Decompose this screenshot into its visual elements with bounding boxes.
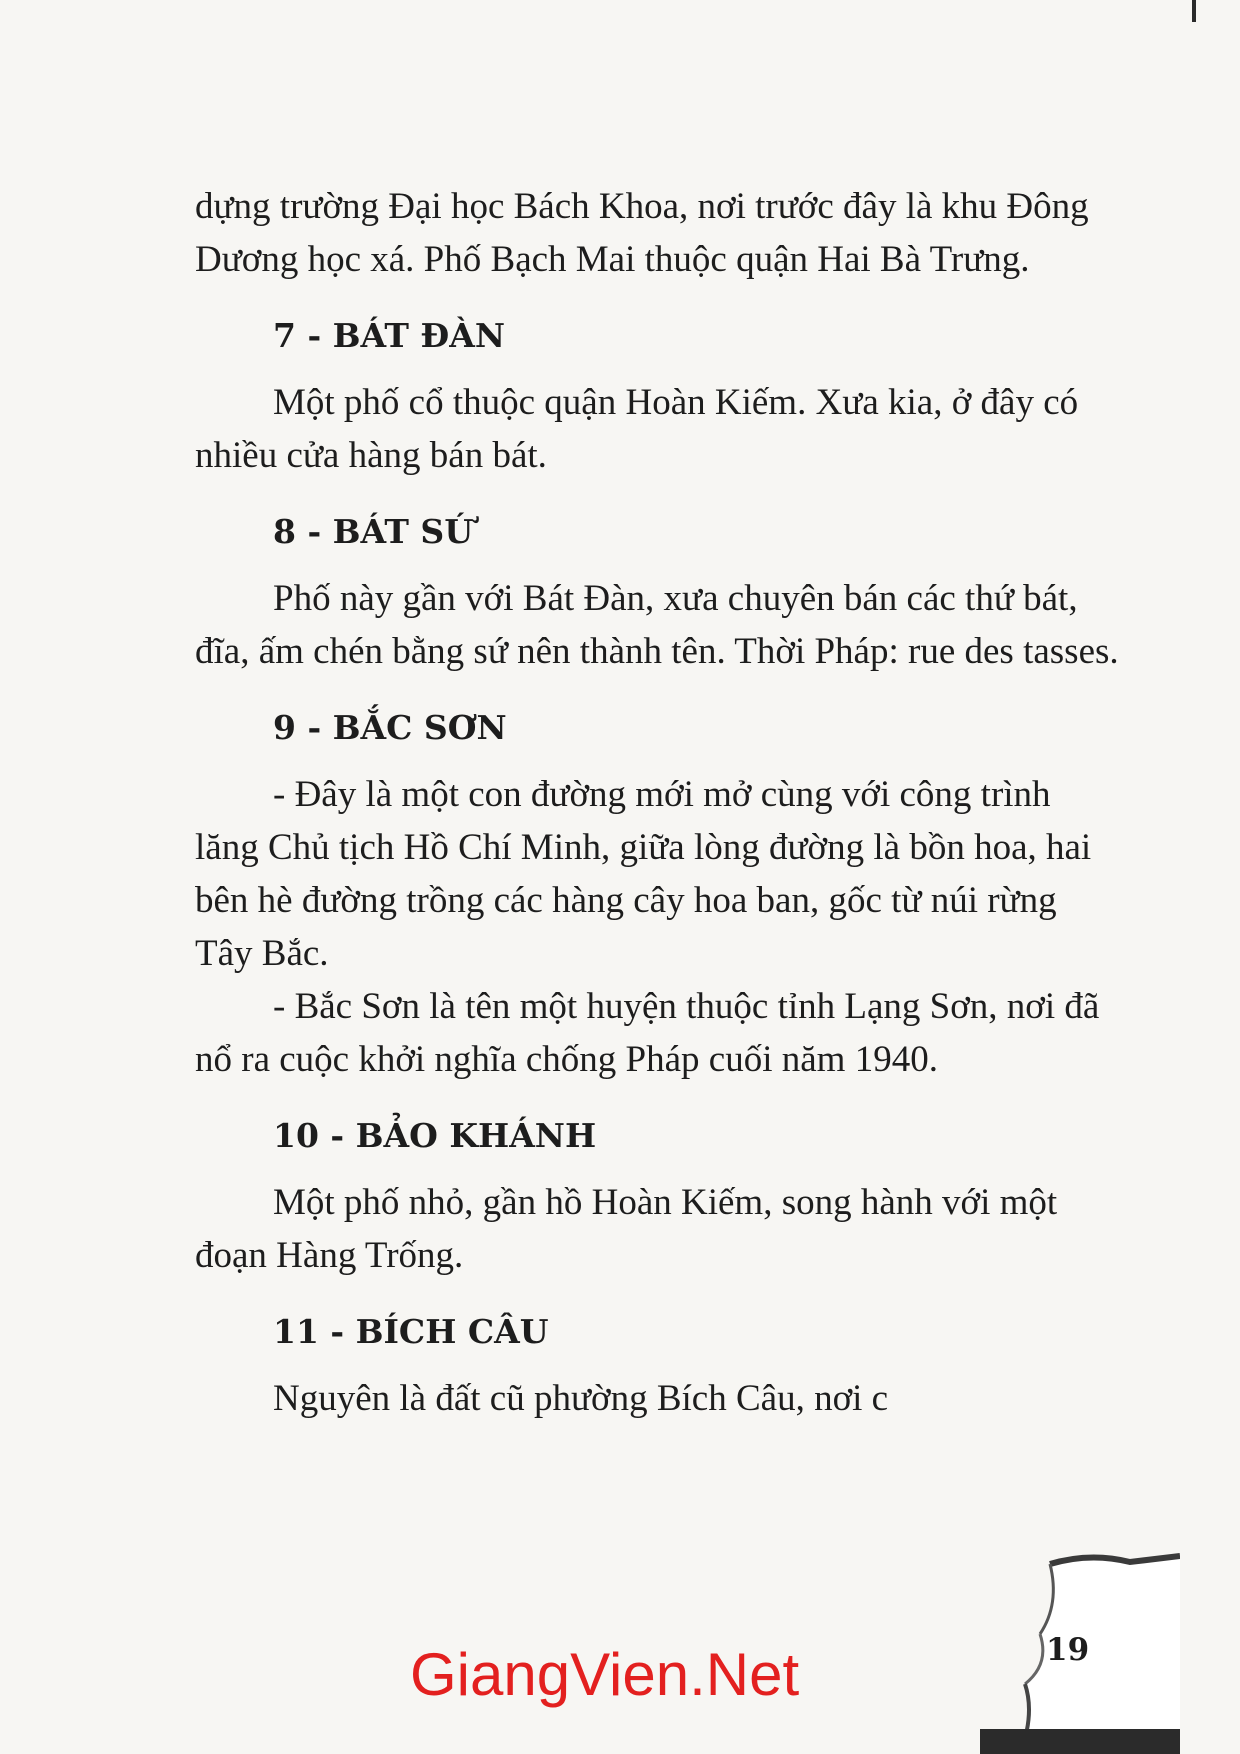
paragraph-bich-cau: Nguyên là đất cũ phường Bích Câu, nơi c: [273, 1378, 889, 1419]
paragraph-bat-dan: Một phố cổ thuộc quận Hoàn Kiếm. Xưa kia, ở đây có nhiều cửa hàng bán bát.: [195, 382, 1079, 476]
heading-bac-son: 9 - BẮC SƠN: [273, 708, 507, 747]
page-content: [195, 180, 1120, 1425]
paragraph-bat-su: Phố này gần với Bát Đàn, xưa chuyên bán các thứ bát, đĩa, ấm chén bằng sứ nên thành tên. Thời Pháp: rue des tasses.: [195, 578, 1119, 672]
heading-bat-dan: 7 - BÁT ĐÀN: [273, 316, 505, 355]
heading-bat-su: 8 - BÁT SỨ: [273, 512, 473, 551]
paragraph-bac-son-2: - Bắc Sơn là tên một huyện thuộc tỉnh Lạng Sơn, nơi đã nổ ra cuộc khởi nghĩa chống Pháp cuối năm 1940.: [195, 986, 1100, 1080]
heading-bao-khanh: 10 - BẢO KHÁNH: [273, 1116, 597, 1155]
heading-bich-cau: 11 - BÍCH CÂU: [273, 1312, 549, 1351]
page-edge-mark: [1192, 0, 1196, 22]
paragraph-bac-son-1: - Đây là một con đường mới mở cùng với công trình lăng Chủ tịch Hồ Chí Minh, giữa lòng đường là bồn hoa, hai bên hè đường trồng các hàng cây hoa ban, gốc từ núi rừng Tây Bắc.: [195, 774, 1092, 974]
paragraph-bao-khanh: Một phố nhỏ, gần hồ Hoàn Kiếm, song hành với một đoạn Hàng Trống.: [195, 1182, 1058, 1276]
page-number: 19: [1046, 1632, 1090, 1668]
watermark-text[interactable]: GiangVien.Net: [410, 1641, 800, 1708]
intro-paragraph: dựng trường Đại học Bách Khoa, nơi trước đây là khu Đông Dương học xá. Phố Bạch Mai thuộc quận Hai Bà Trưng.: [195, 186, 1089, 280]
